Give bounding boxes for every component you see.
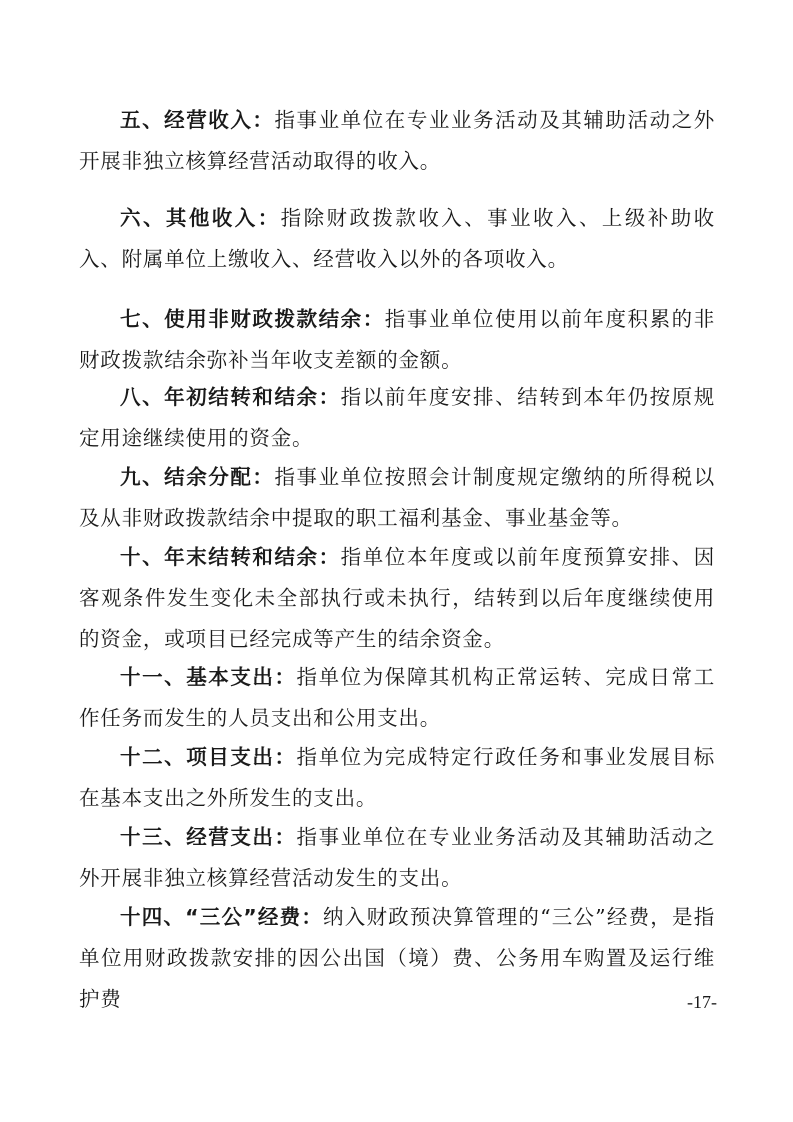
definition-paragraph — [79, 657, 715, 739]
term-separator: ： — [318, 385, 341, 409]
definition-term: 七、使用非财政拨款结余 — [120, 307, 363, 331]
term-separator: ： — [301, 905, 324, 929]
definition-text: 指事业单位使用以前年度积累的非财政拨款结余弥补当年收支差额的金额。 — [79, 307, 715, 372]
definition-paragraph — [79, 537, 715, 660]
definition-text: 指以前年度安排、结转到本年仍按原规定用途继续使用的资金。 — [79, 385, 716, 450]
definition-text: 指事业单位在专业业务活动及其辅助活动之外开展非独立核算经营活动发生的支出。 — [79, 825, 715, 890]
definition-text: 指单位为完成特定行政任务和事业发展目标在基本支出之外所发生的支出。 — [79, 745, 715, 810]
term-separator: ： — [252, 108, 275, 132]
definition-paragraph — [79, 457, 715, 539]
definition-paragraph — [79, 198, 715, 280]
definition-text: 指事业单位在专业业务活动及其辅助活动之外开展非独立核算经营活动取得的收入。 — [79, 108, 715, 173]
definition-paragraph — [79, 737, 715, 819]
definition-term: 十、年末结转和结余 — [120, 545, 319, 569]
definition-term: 六、其他收入 — [120, 206, 258, 230]
term-separator: ： — [318, 545, 341, 569]
term-separator: ： — [257, 206, 281, 230]
definition-paragraph — [79, 897, 715, 1020]
term-separator: ： — [274, 745, 297, 769]
term-separator: ： — [362, 307, 385, 331]
term-separator: ： — [274, 825, 297, 849]
definition-text: 指除财政拨款收入、事业收入、上级补助收入、附属单位上缴收入、经营收入以外的各项收入。 — [79, 206, 715, 271]
definition-paragraph — [79, 377, 715, 459]
page-number: -17- — [687, 992, 717, 1012]
definition-text: 指事业单位按照会计制度规定缴纳的所得税以及从非财政拨款结余中提取的职工福利基金、事业基金等。 — [79, 465, 715, 530]
definition-term: 十二、项目支出 — [120, 745, 275, 769]
term-separator: ： — [274, 665, 297, 689]
definition-term: 十三、经营支出 — [120, 825, 275, 849]
definition-text: 指单位本年度或以前年度预算安排、因客观条件发生变化未全部执行或未执行，结转到以后年度继续使用的资金，或项目已经完成等产生的结余资金。 — [79, 545, 716, 651]
definition-text: 纳入财政预决算管理的“三公”经费，是指单位用财政拨款安排的因公出国（境）费、公务用车购置及运行维护费 — [79, 905, 715, 1011]
definition-text: 指单位为保障其机构正常运转、完成日常工作任务而发生的人员支出和公用支出。 — [79, 665, 715, 730]
definition-term: 十一、基本支出 — [120, 665, 275, 689]
definition-term: 五、经营收入 — [120, 108, 253, 132]
definition-term: 八、年初结转和结余 — [120, 385, 319, 409]
definition-paragraph — [79, 817, 715, 899]
definition-term: 九、结余分配 — [120, 465, 253, 489]
definition-term: 十四、“三公”经费 — [120, 905, 302, 929]
term-separator: ： — [252, 465, 275, 489]
definition-paragraph — [79, 299, 715, 381]
definition-paragraph — [79, 100, 715, 182]
